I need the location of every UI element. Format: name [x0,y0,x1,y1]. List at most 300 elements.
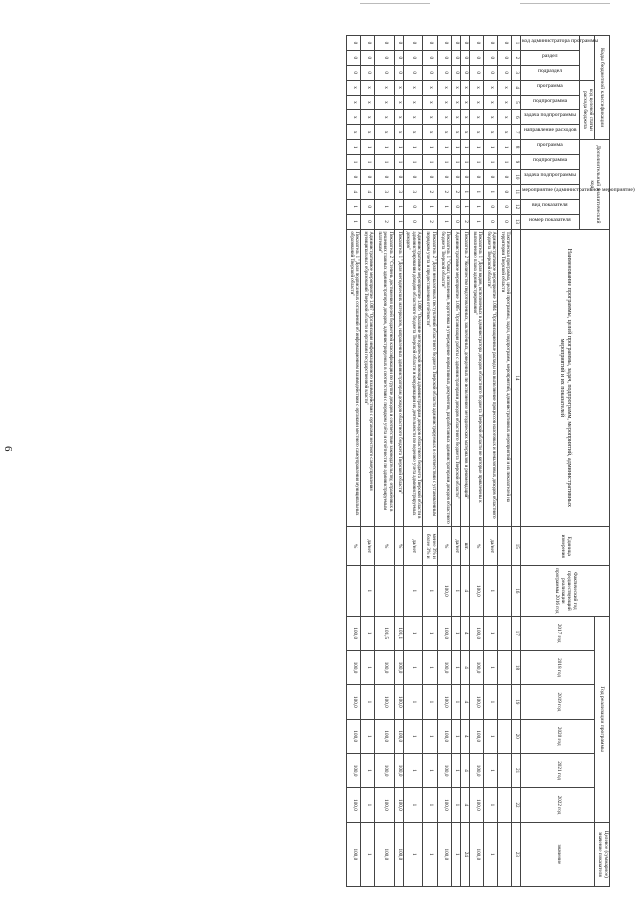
table-row [403,36,423,887]
year-value-cell [498,719,512,753]
code-cell: 1 [470,199,484,214]
code-cell: x [461,110,470,125]
section-header-label: раздел [542,52,558,59]
code-cell: 1 [394,155,403,170]
column-number: 16 [512,566,521,616]
code-cell: 1 [484,155,498,170]
year-value-cell [498,616,512,650]
code-cell: 1 [347,199,361,214]
code-cell: 1 [361,155,375,170]
code-cell: x [470,125,484,140]
page-number: 6 [2,446,14,452]
code-cell: 0 [484,65,498,80]
code-cell: x [461,80,470,95]
fact-year-cell: 100,0 [438,566,452,616]
code-cell: 0 [498,50,512,65]
unit-cell: шт. [461,527,470,566]
fact-year-cell: 1 [452,566,461,616]
code-cell: 0 [438,36,452,51]
row-name: Показатель 2 "Доля неналоговых поступлений областного бюджета Тверской области администрируемых в соответствии с установленным порядком учета и предоставления отчётности" [423,229,438,527]
code-cell: 0 [438,169,452,184]
code-cell: 1 [461,199,470,214]
year-value-cell: 1 [361,788,375,822]
column-number: 4 [512,80,521,95]
code-cell: 0 [361,50,375,65]
year-value-cell: 100,0 [375,753,395,787]
column-number: 5 [512,95,521,110]
code-cell: 0 [375,36,395,51]
row-name: Тактическая программа, целей программы, задач, подпрограмм, мероприятий, административных мероприятий и их показателей на территории Тверской области [498,229,512,527]
code-cell: 0 [452,199,461,214]
code-cell: x [438,110,452,125]
year-value-cell: 1 [452,753,461,787]
code-cell: 0 [394,50,403,65]
fact-year-cell: 1 [403,566,423,616]
column-number: 1 [512,36,521,51]
code-cell: 0 [347,169,361,184]
code-cell: x [423,110,438,125]
code-cell: x [375,80,395,95]
code-cell: 2 [375,214,395,229]
year-value-cell: 100,0 [394,753,403,787]
code-cell: x [452,110,461,125]
column-number: 6 [512,110,521,125]
year-value-cell: 1 [403,753,423,787]
code-cell: 3 [394,184,403,199]
year-value-cell: 100,0 [375,719,395,753]
code-cell: x [347,125,361,140]
year-value-cell: 4 [461,719,470,753]
column-number: 2 [512,50,521,65]
year-value-cell: 4 [461,788,470,822]
year-header-2019: 2019 год [521,685,595,719]
code-cell: 1 [470,214,484,229]
extra-task-header-label: задача подпрограммы [524,171,577,178]
code-cell: x [452,80,461,95]
code-cell: 0 [470,169,484,184]
table-row [347,36,361,887]
extra-subprogram-header [521,155,580,170]
target-value-cell: 100,0 [375,822,395,886]
year-value-cell: 1 [403,719,423,753]
target-value-cell [498,822,512,886]
code-cell: 0 [498,65,512,80]
table-row [361,36,375,887]
row-name: Административное мероприятие 1.007 "Организация информационного взаимодействия с органами местного самоуправления муниципальных образований Тверской области и органами государственной власти" [361,229,375,527]
year-value-cell: 100,0 [438,650,452,684]
year-value-cell: 1 [361,616,375,650]
admin-code-header [521,36,599,51]
year-value-cell: 100,0 [438,788,452,822]
code-cell: 1 [470,140,484,155]
code-cell: x [394,125,403,140]
row-name: Административное мероприятие 1.006 "Оказание методической помощи администраторам доходов областного бюджета Тверской области в администрировании доходов областного бюджета Тверской области и координации их деятельности по ведению учета администрируемых доходов" [403,229,423,527]
year-value-cell: 1 [423,788,438,822]
code-cell: x [498,95,512,110]
year-value-cell: 1 [484,650,498,684]
unit-cell: % [375,527,395,566]
code-cell: 2 [423,184,438,199]
year-value-cell: 1 [484,753,498,787]
code-cell: 0 [452,36,461,51]
code-cell: 0 [394,65,403,80]
code-cell: 0 [484,199,498,214]
admin-code-header-label: код администратора программы [522,38,599,44]
unit-column-header: Единица измерения [521,527,610,566]
fact-year-column-header: Фактический год предшествующий реализации программы 2016 год [521,566,610,616]
year-value-cell: 101,1 [394,616,403,650]
year-value-cell: 100,0 [347,616,361,650]
unit-cell: да/нет [403,527,423,566]
extra-event-header-label: мероприятие (административное мероприятие) [522,186,635,193]
column-number: 11 [512,184,521,199]
year-value-cell: 1 [403,685,423,719]
code-cell: x [498,80,512,95]
code-cell: 1 [394,199,403,214]
year-value-cell [498,753,512,787]
column-number: 13 [512,214,521,229]
code-cell: x [498,110,512,125]
code-cell: 1 [438,214,452,229]
table-row [498,36,512,887]
code-cell: 1 [394,214,403,229]
section-header [521,50,580,65]
code-cell: x [470,110,484,125]
year-value-cell: 1 [361,753,375,787]
extra-program-header-label: программа [537,142,563,149]
code-cell: x [375,110,395,125]
code-cell: 0 [361,169,375,184]
target-value-cell: 100,0 [347,822,361,886]
code-cell: 1 [452,140,461,155]
code-cell: 0 [403,169,423,184]
code-cell: 1 [423,199,438,214]
code-cell: x [403,95,423,110]
year-value-cell: 100,0 [394,685,403,719]
code-subgroup-header: код целевой статьи расхода бюджета [580,80,595,140]
code-cell: 0 [438,50,452,65]
year-value-cell: 100,0 [470,616,484,650]
target-value-cell: 1 [361,822,375,886]
year-value-cell: 1 [452,650,461,684]
code-cell: 1 [347,140,361,155]
year-header-2017: 2017 год [521,616,595,650]
year-value-cell [498,788,512,822]
code-cell: 0 [347,50,361,65]
column-number: 21 [512,753,521,787]
code-cell: x [394,110,403,125]
column-number: 3 [512,65,521,80]
subprogram-task-header-label: задача подпрограммы [524,112,577,119]
code-cell: 0 [347,65,361,80]
year-value-cell: 1 [423,650,438,684]
code-cell: 0 [438,65,452,80]
code-cell: 1 [461,140,470,155]
code-cell: x [452,125,461,140]
year-value-cell: 4 [461,753,470,787]
column-number: 18 [512,650,521,684]
code-cell: 0 [484,214,498,229]
year-value-cell: 1 [361,685,375,719]
code-cell: 0 [375,65,395,80]
code-cell: 0 [484,169,498,184]
extra-event-header [521,184,635,199]
code-cell: 0 [423,36,438,51]
year-value-cell: 100,0 [438,685,452,719]
column-number: 22 [512,788,521,822]
year-value-cell: 1 [423,753,438,787]
indicator-number-header-label: номер показателя [529,216,571,223]
code-cell: x [484,125,498,140]
code-cell: 1 [347,155,361,170]
target-group-header: Целевое (суммарное) значение показателя [595,822,610,886]
indicator-number-header [521,214,580,229]
code-cell: 0 [498,169,512,184]
code-cell: 0 [461,36,470,51]
code-cell: 0 [423,50,438,65]
code-cell: 0 [423,169,438,184]
code-cell: x [403,110,423,125]
year-value-cell: 1 [484,788,498,822]
unit-cell [498,527,512,566]
extra-subprogram-header-label: подпрограмма [533,157,568,164]
year-value-cell: 100,0 [394,719,403,753]
code-cell: x [438,95,452,110]
code-cell: x [461,125,470,140]
year-value-cell: 100,0 [438,616,452,650]
unit-cell: да/нет [484,527,498,566]
target-value-header: значение [521,822,595,886]
program-table [346,35,635,887]
year-value-cell: 100,0 [347,685,361,719]
column-number: 8 [512,140,521,155]
year-value-cell: 1 [452,685,461,719]
code-cell: 0 [470,36,484,51]
row-name: Показатель 1 "Охват, исполнение, подготовка и утверждение нормативных документов, разработанных администраторами доходов областного бюджета Тверской области" [438,229,452,527]
code-cell: x [423,80,438,95]
year-value-cell: 100,0 [375,788,395,822]
target-value-cell: 100,0 [438,822,452,886]
target-value-cell: 1 [452,822,461,886]
extra-task-header [521,169,580,184]
code-cell: 0 [361,65,375,80]
year-value-cell: 100,0 [470,650,484,684]
code-cell: 0 [452,50,461,65]
table-row [452,36,461,887]
code-cell: x [484,80,498,95]
year-value-cell: 1 [423,719,438,753]
code-cell: x [347,95,361,110]
code-cell: x [498,125,512,140]
code-cell: x [375,95,395,110]
year-value-cell: 1 [452,788,461,822]
code-cell: 1 [394,140,403,155]
year-value-cell: 100,0 [394,788,403,822]
year-value-cell [498,685,512,719]
year-value-cell: 100,0 [470,753,484,787]
column-number: 9 [512,155,521,170]
row-name: Административное мероприятие 1.004 "Организационные расходы на выполнение процессов налоговых и неналоговых доходов областного бюджета Тверской области" [484,229,498,527]
year-value-cell: 1 [452,719,461,753]
code-cell: 1 [498,140,512,155]
unit-cell: да/нет [361,527,375,566]
code-cell: x [423,125,438,140]
year-value-cell: 1 [361,650,375,684]
column-number: 14 [512,229,521,527]
year-value-cell: 100,0 [438,719,452,753]
code-cell: 0 [375,50,395,65]
code-cell: 0 [484,50,498,65]
code-cell: 3 [403,184,423,199]
code-cell: 1 [375,140,395,155]
code-cell: x [438,80,452,95]
code-cell: 1 [470,155,484,170]
code-cell: x [361,80,375,95]
row-name: Показатель 1 "Доля методических материалов, направленных администраторам доходов областного бюджета Тверской области" [394,229,403,527]
code-cell: x [484,95,498,110]
year-value-cell: 100,0 [470,685,484,719]
code-cell: 1 [375,199,395,214]
table-row [375,36,395,887]
code-cell: 1 [438,199,452,214]
column-number: 7 [512,125,521,140]
column-number: 19 [512,685,521,719]
fact-year-cell: 4 [461,566,470,616]
code-cell: 1 [438,140,452,155]
code-cell: 0 [394,169,403,184]
program-header [521,80,580,95]
subprogram-header-label: подпрограмма [533,97,568,104]
unit-cell: % [347,527,361,566]
year-value-cell: 1 [484,719,498,753]
scan-artifact [520,3,610,4]
fact-year-cell [498,566,512,616]
code-cell: 0 [498,199,512,214]
code-cell: x [375,125,395,140]
code-cell: x [423,95,438,110]
target-value-cell: 24 [461,822,470,886]
code-cell: 2 [438,184,452,199]
year-header-2022: 2022 год [521,788,595,822]
code-cell: 0 [347,36,361,51]
code-cell: x [347,80,361,95]
code-cell: 0 [361,199,375,214]
year-value-cell: 1 [361,719,375,753]
column-number: 23 [512,822,521,886]
code-cell: 1 [452,155,461,170]
code-cell: x [438,125,452,140]
fact-year-cell: 1 [484,566,498,616]
table-row [470,36,484,887]
fact-year-cell: 100,0 [470,566,484,616]
subsection-header [521,65,580,80]
code-cell: 0 [361,36,375,51]
target-value-cell: 100,0 [394,822,403,886]
fact-year-cell: 1 [423,566,438,616]
year-value-cell: 1 [484,685,498,719]
code-cell: 0 [470,50,484,65]
row-name: Показатель 1 "Доля подписанных соглашений об информационном взаимодействии с органами местного самоуправления муниципальных образований Тверской области" [347,229,361,527]
year-value-cell: 1 [403,788,423,822]
code-cell: 0 [461,65,470,80]
row-name: Административное мероприятие 1.005 "Организация работы с администраторами доходов областного бюджета Тверской области" [452,229,461,527]
year-value-cell: 100,0 [394,650,403,684]
target-value-cell: 1 [423,822,438,886]
code-cell: 1 [347,214,361,229]
code-cell: 2 [452,184,461,199]
subsection-header-label: подраздел [538,67,563,74]
code-cell: 0 [452,65,461,80]
code-cell: x [470,80,484,95]
code-cell: x [361,110,375,125]
unit-cell: % [438,527,452,566]
code-cell: 0 [452,214,461,229]
code-cell: 4 [347,184,361,199]
unit-cell: % [470,527,484,566]
code-cell: 1 [403,140,423,155]
year-value-cell: 100,0 [375,650,395,684]
year-value-cell: 4 [461,616,470,650]
code-cell: 1 [461,155,470,170]
column-number: 20 [512,719,521,753]
expense-direction-header-label: направление расходов [523,127,577,134]
code-cell: 2 [423,214,438,229]
unit-cell: % [394,527,403,566]
code-cell: 4 [361,184,375,199]
year-value-cell: 100,0 [375,685,395,719]
year-value-cell: 1 [484,616,498,650]
code-cell: 2 [461,214,470,229]
code-cell: 0 [498,214,512,229]
rotated-table-wrapper [55,35,635,887]
code-cell: 0 [461,169,470,184]
year-header-2021: 2021 год [521,753,595,787]
row-name: Показатель 2 "Количество подготовленных, заключённых, доведенных по исполнению методических материалов и рекомендаций" [461,229,470,527]
code-cell: x [361,125,375,140]
code-cell: x [403,80,423,95]
year-value-cell: 100,0 [347,788,361,822]
row-name: Показатель 1 "Доля видов, исполняемых в администратора доходов областного бюджета Тверской области не которые привлечены к выполнению плана администрирования" [470,229,484,527]
code-cell: 0 [403,36,423,51]
code-cell: x [484,110,498,125]
indicator-type-header [521,199,580,214]
fact-year-cell: 1 [361,566,375,616]
unit-cell: да/нет [452,527,461,566]
target-value-cell: 100,0 [470,822,484,886]
year-value-cell [498,650,512,684]
year-value-cell: 100,0 [438,753,452,787]
year-value-cell: 101,5 [375,616,395,650]
fact-year-cell [394,566,403,616]
code-cell: 0 [403,50,423,65]
column-number: 17 [512,616,521,650]
year-value-cell: 100,0 [470,788,484,822]
year-value-cell: 100,0 [347,753,361,787]
code-cell: 0 [423,65,438,80]
code-cell: 1 [423,155,438,170]
code-cell: 0 [361,214,375,229]
year-value-cell: 1 [423,616,438,650]
target-value-cell: 1 [484,822,498,886]
code-cell: 0 [452,169,461,184]
table-row [438,36,452,887]
code-cell: x [347,110,361,125]
code-cell: x [394,95,403,110]
expense-direction-header [521,125,580,140]
row-name: Показатель 2 "Степень достижения целей бюджетной классификации по группе доходов и соответствие законодательству, отражённых в решениях главных администраторов доходов, администрируемых в соответствии с порядком учёта и отчётности по администрируемым платежам" [375,229,395,527]
code-cell: 0 [403,65,423,80]
code-group-header: Коды бюджетной классификации [595,36,610,140]
